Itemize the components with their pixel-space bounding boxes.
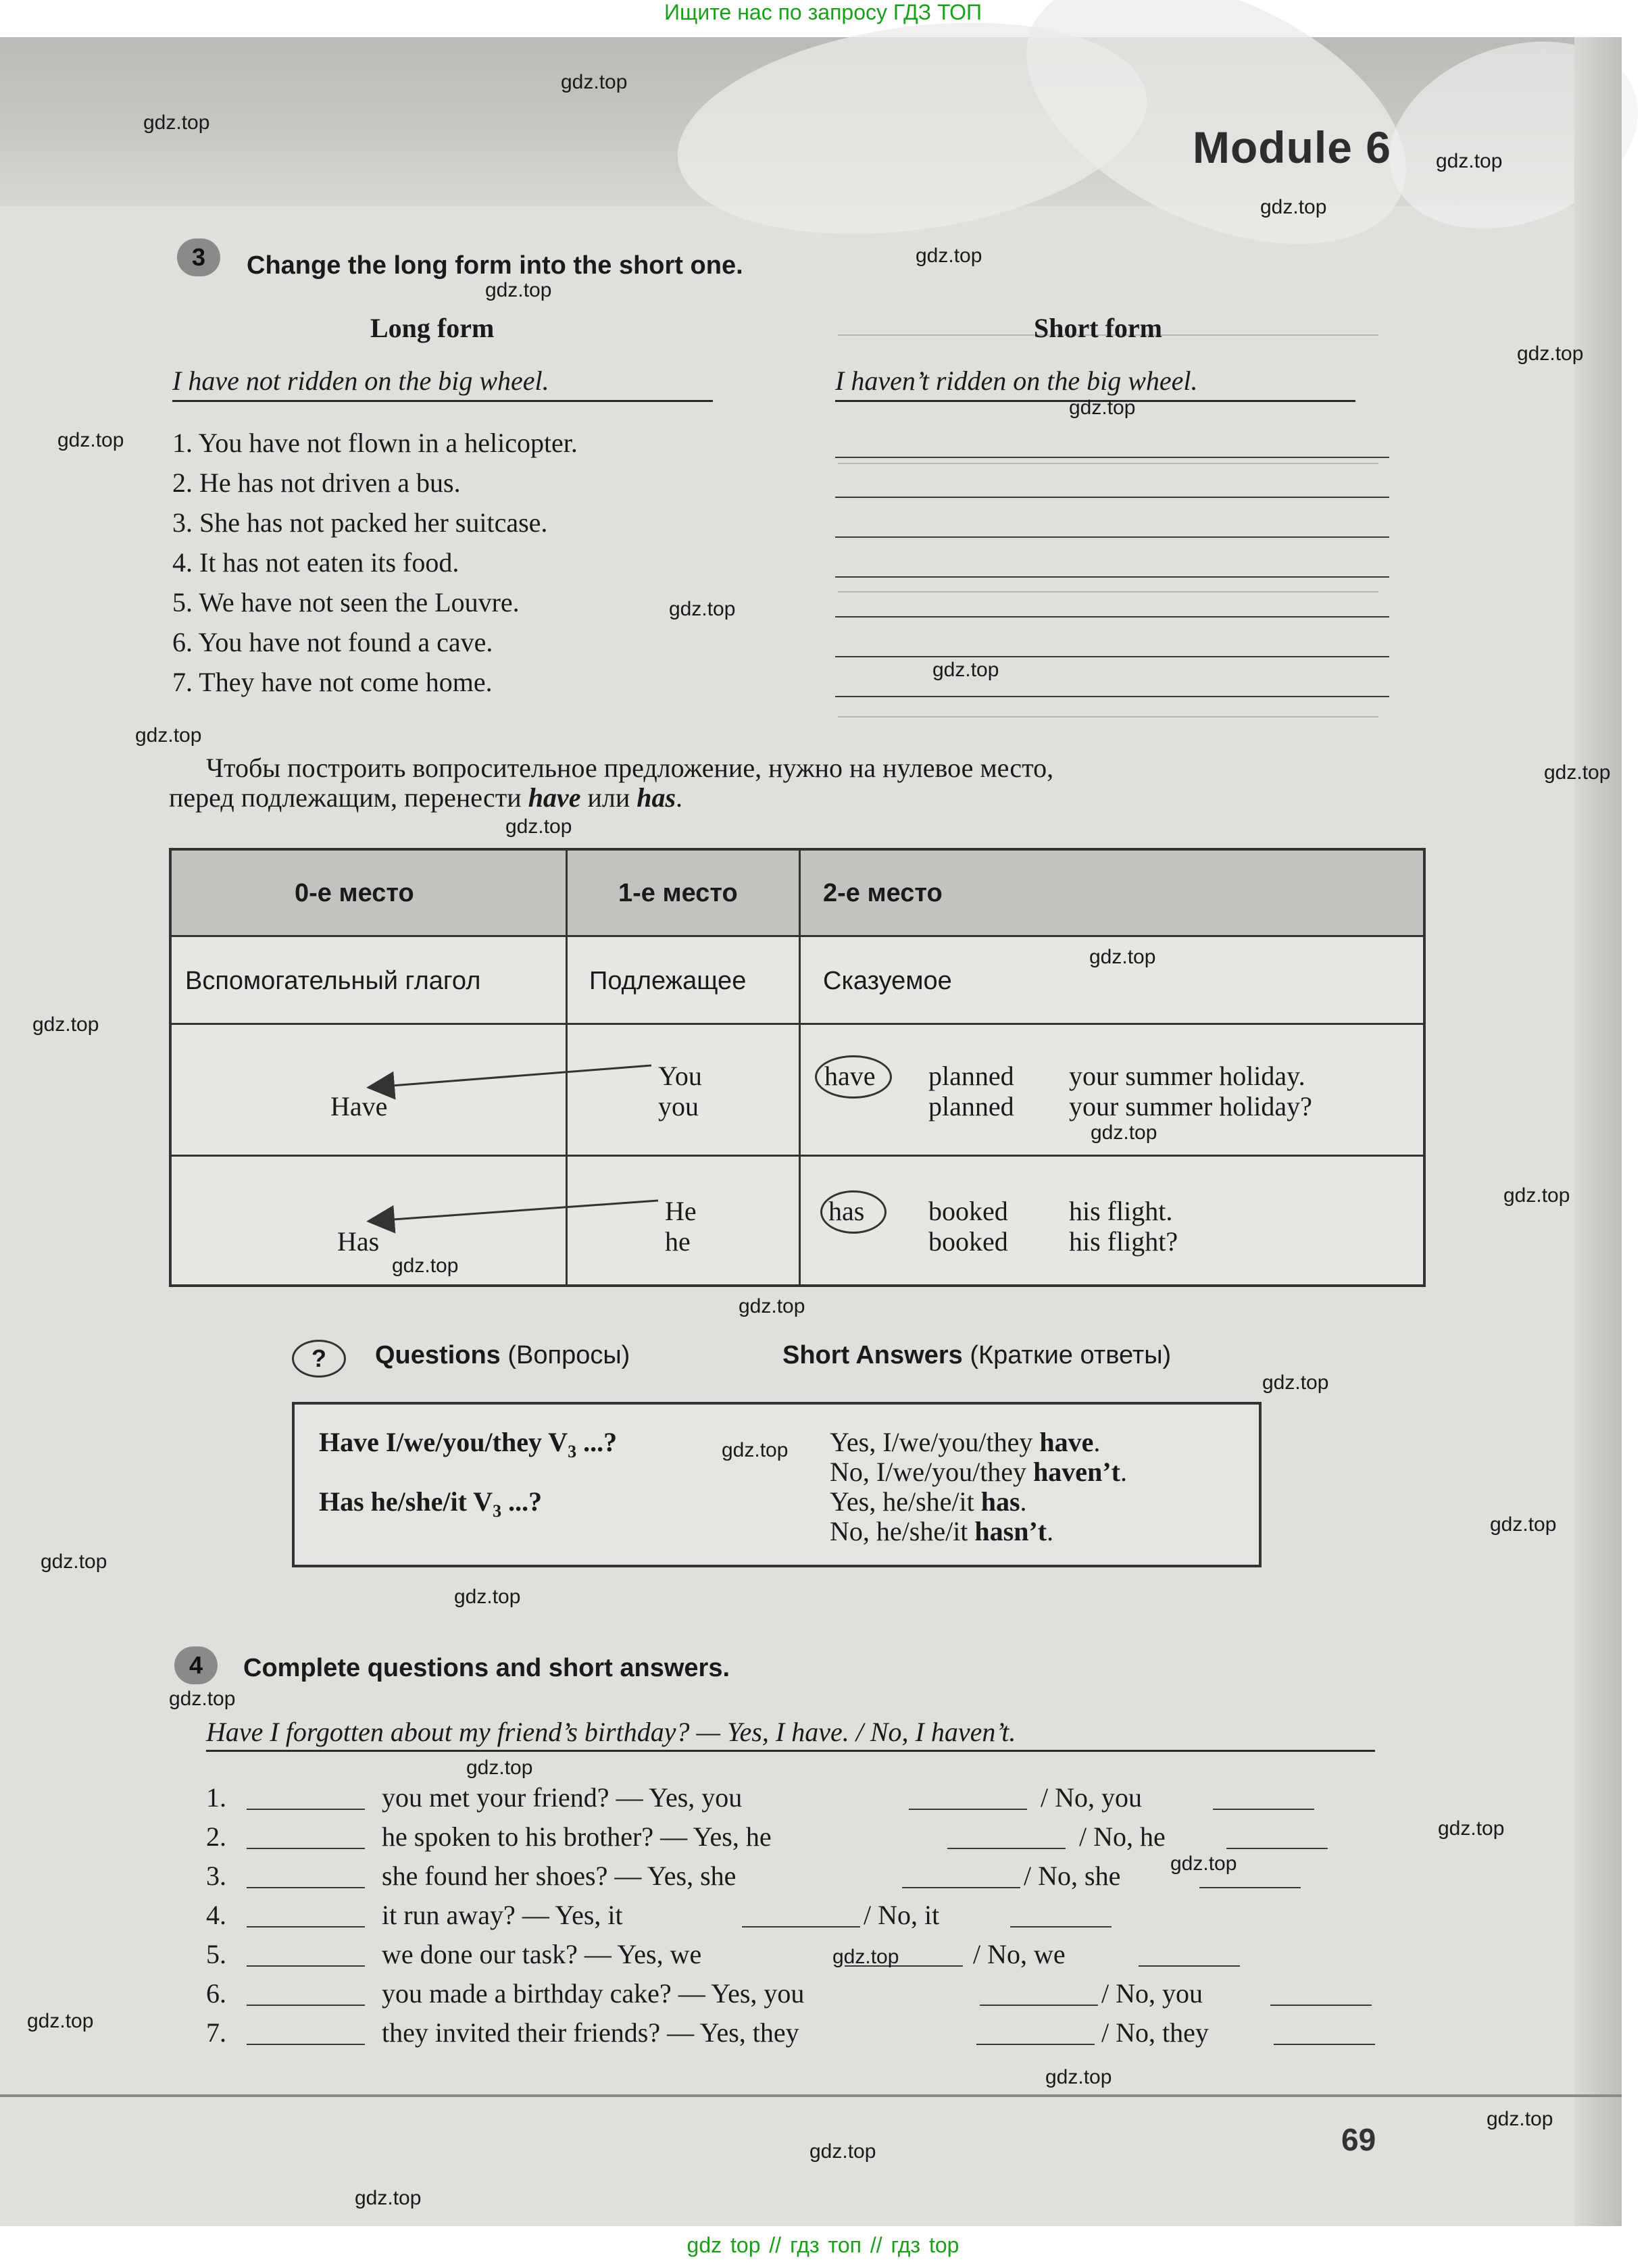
watermark: gdz.top [1487,2108,1553,2130]
watermark: gdz.top [57,429,124,451]
watermark: gdz.top [1069,397,1136,419]
watermark: gdz.top [1170,1853,1237,1875]
a2-text: No, I/we/you/they [830,1457,1034,1487]
watermark: gdz.top [722,1439,789,1461]
ex4-item-number: 7. [206,2017,226,2048]
q1-v: V [548,1427,568,1457]
watermark: gdz.top [669,598,736,620]
ex4-blank-yes[interactable] [947,1848,1066,1849]
ex4-item-number: 5. [206,1939,226,1969]
ex4-blank-aux[interactable] [247,2044,365,2045]
ex4-blank-yes[interactable] [909,1809,1027,1810]
ex4-item-question: we done our task? — Yes, we [382,1939,702,1969]
short-answer-3 [830,1486,1027,1517]
ex4-blank-no[interactable] [1213,1809,1314,1810]
watermark: gdz.top [41,1551,107,1573]
q1-text: Have I/we/you/they [319,1427,549,1457]
a3-end: . [1020,1486,1027,1517]
a4-bold: hasn’t [974,1516,1047,1546]
bottom-site-links[interactable]: gdz top // гдз топ // гдз top [687,2233,959,2257]
module-title: Module 6 [1193,122,1392,172]
watermark: gdz.top [454,1586,521,1608]
a4-text: No, he/she/it [830,1516,975,1546]
rule-line-1: Чтобы построить вопросительное предложение, нужно на нулевое место, [206,753,1054,783]
rule-line-2 [169,782,682,813]
watermark: gdz.top [1517,343,1584,365]
answer-line-2[interactable] [835,497,1389,498]
row2-verb: has [828,1196,865,1226]
short-answer-2 [830,1456,1127,1488]
ex4-blank-no[interactable] [1270,2005,1372,2006]
answer-line-6[interactable] [835,656,1389,657]
answer-line-1[interactable] [835,457,1389,458]
questions-heading [375,1341,630,1370]
page-fold-shadow [1574,37,1622,2226]
watermark: gdz.top [32,1013,99,1036]
short-answers-heading [782,1341,1171,1370]
row1-pred-question: planned [928,1091,1014,1122]
bleed-line [838,463,1378,464]
ex4-item-question: he spoken to his brother? — Yes, he [382,1821,772,1852]
row2-rest-question: his flight? [1069,1226,1178,1257]
row1-aux: Have [330,1091,388,1122]
short-answers-bold: Short Answers [782,1341,963,1369]
example-long-underline [172,400,713,402]
q2-post: ...? [501,1486,543,1517]
question-form-2 [319,1486,542,1521]
a1-text: Yes, I/we/you/they [830,1427,1040,1457]
example-short: I haven’t ridden on the big wheel. [835,366,1198,396]
ex4-blank-aux[interactable] [247,1965,365,1967]
watermark: gdz.top [169,1688,236,1710]
ex4-item-question: you made a birthday cake? — Yes, you [382,1978,805,2009]
col-short-form: Short form [1034,313,1162,343]
ex4-blank-aux[interactable] [247,1926,365,1927]
watermark: gdz.top [561,71,628,93]
rule-text: перед подлежащим, перенести [169,782,528,813]
ex4-blank-no[interactable] [1010,1926,1112,1927]
watermark: gdz.top [739,1295,805,1317]
answer-line-7[interactable] [835,696,1389,697]
rule-text-or: или [580,782,637,813]
a2-bold: haven’t [1033,1457,1120,1487]
label-subject: Подлежащее [589,967,747,995]
row1-subject-statement: You [658,1061,702,1091]
q2-text: Has he/she/it [319,1486,474,1517]
movement-arrows [172,851,1423,1284]
ex4-blank-yes[interactable] [976,2044,1095,2045]
watermark: gdz.top [1045,2066,1112,2088]
q1-sub: 3 [568,1442,577,1461]
watermark: gdz.top [1503,1184,1570,1207]
row2-pred-statement: booked [928,1196,1008,1226]
row2-subject-statement: He [665,1196,697,1226]
row1-rest-question: your summer holiday? [1069,1091,1312,1122]
exercise-4-instruction: Complete questions and short answers. [243,1654,730,1682]
watermark: gdz.top [932,659,999,681]
watermark: gdz.top [355,2187,422,2209]
watermark: gdz.top [466,1757,533,1779]
watermark: gdz.top [809,2140,876,2163]
header-cell-2: 2-е место [823,879,943,907]
ex4-item-no: / No, she [1024,1861,1121,1891]
ex4-example-underline [206,1750,1375,1752]
row1-verb: have [824,1061,876,1091]
rule-word-has: has [637,782,676,813]
ex4-item-number: 1. [206,1782,226,1813]
ex4-item-no: / No, you [1041,1782,1142,1813]
ex4-item-question: it run away? — Yes, it [382,1900,623,1930]
ex4-item-number: 2. [206,1821,226,1852]
a3-bold: has [980,1486,1020,1517]
short-answers-ru: (Краткие ответы) [970,1341,1172,1369]
row2-rest-statement: his flight. [1069,1196,1173,1226]
row1-pred-statement: planned [928,1061,1014,1091]
ex4-item-no: / No, they [1101,2017,1209,2048]
q2-v: V [473,1486,493,1517]
ex4-item-no: / No, he [1079,1821,1166,1852]
ex3-item-7: 7. They have not come home. [172,667,493,697]
bleed-line [838,716,1378,717]
ex4-blank-no[interactable] [1199,1887,1301,1888]
col-long-form: Long form [370,313,495,343]
ex3-item-1: 1. You have not flown in a helicopter. [172,428,578,458]
ex4-example: Have I forgotten about my friend’s birthday? — Yes, I have. / No, I haven’t. [206,1717,1016,1747]
ex4-blank-aux[interactable] [247,1887,365,1888]
page-number: 69 [1341,2122,1376,2157]
watermark: gdz.top [1436,150,1503,172]
a1-end: . [1093,1427,1101,1457]
ex4-item-no: / No, you [1101,1978,1203,2009]
watermark: gdz.top [485,279,552,301]
ex4-blank-aux[interactable] [247,2005,365,2006]
q2-sub: 3 [493,1501,502,1521]
short-answer-1 [830,1426,1100,1458]
questions-heading-ru: (Вопросы) [507,1341,630,1369]
rule-word-have: have [528,782,581,813]
a1-bold: have [1039,1427,1094,1457]
rule-text-end: . [676,782,683,813]
row2-subject-question: he [665,1226,691,1257]
ex3-item-3: 3. She has not packed her suitcase. [172,507,548,538]
watermark: gdz.top [505,815,572,838]
label-aux-verb: Вспомогательный глагол [185,967,481,995]
ex4-item-no: / No, we [973,1939,1066,1969]
header-cell-0: 0-е место [295,879,414,907]
watermark: gdz.top [1260,196,1327,218]
watermark: gdz.top [392,1255,459,1277]
ex4-blank-yes[interactable] [980,2005,1098,2006]
watermark: gdz.top [832,1946,899,1968]
question-mark-icon: ? [292,1340,346,1378]
watermark: gdz.top [1438,1817,1505,1840]
ex4-item-question: she found her shoes? — Yes, she [382,1861,737,1891]
watermark: gdz.top [1544,761,1611,784]
short-answer-4 [830,1515,1053,1547]
top-search-link[interactable]: Ищите нас по запросу ГДЗ ТОП [664,0,982,24]
q1-post: ...? [576,1427,618,1457]
ex3-item-2: 2. He has not driven a bus. [172,468,461,498]
ex3-item-6: 6. You have not found a cave. [172,627,493,657]
watermark: gdz.top [1091,1122,1157,1144]
row2-aux: Has [337,1226,380,1257]
ex4-item-number: 3. [206,1861,226,1891]
a3-text: Yes, he/she/it [830,1486,981,1517]
ex4-item-question: you met your friend? — Yes, you [382,1782,743,1813]
ex4-item-question: they invited their friends? — Yes, they [382,2017,799,2048]
ex4-blank-aux[interactable] [247,1809,365,1810]
questions-box [292,1402,1262,1567]
ex4-item-number: 4. [206,1900,226,1930]
arrow-row1 [374,1065,651,1087]
watermark: gdz.top [1262,1371,1329,1394]
exercise-3-instruction: Change the long form into the short one. [247,251,743,280]
a2-end: . [1120,1457,1127,1487]
watermark: gdz.top [27,2010,94,2032]
watermark: gdz.top [143,111,210,134]
ex4-item-no: / No, it [864,1900,940,1930]
row2-pred-question: booked [928,1226,1008,1257]
watermark: gdz.top [135,724,202,747]
footer-rule [0,2094,1622,2097]
questions-heading-bold: Questions [375,1341,501,1369]
example-long: I have not ridden on the big wheel. [172,366,549,396]
ex4-blank-no[interactable] [1139,1965,1240,1967]
a4-end: . [1047,1516,1054,1546]
answer-line-5[interactable] [835,616,1389,618]
answer-line-3[interactable] [835,536,1389,538]
watermark: gdz.top [916,245,982,267]
ex4-blank-no[interactable] [1226,1848,1328,1849]
label-predicate: Сказуемое [823,967,952,995]
watermark: gdz.top [1490,1513,1557,1536]
ex4-blank-aux[interactable] [247,1848,365,1849]
watermark: gdz.top [1089,946,1156,968]
word-order-table [169,848,1426,1287]
exercise-3-badge: 3 [177,238,220,276]
ex3-item-5: 5. We have not seen the Louvre. [172,587,520,618]
ex4-item-number: 6. [206,1978,226,2009]
arrow-row2 [374,1201,658,1221]
row1-subject-question: you [658,1091,699,1122]
bleed-line [838,591,1378,593]
ex4-blank-yes[interactable] [742,1926,860,1927]
ex3-item-4: 4. It has not eaten its food. [172,547,459,578]
ex4-blank-no[interactable] [1274,2044,1375,2045]
answer-line-4[interactable] [835,576,1389,578]
ex4-blank-yes[interactable] [902,1887,1020,1888]
row1-rest-statement: your summer holiday. [1069,1061,1305,1091]
header-cell-1: 1-е место [618,879,738,907]
exercise-4-badge: 4 [174,1646,218,1684]
question-form-1 [319,1426,617,1462]
